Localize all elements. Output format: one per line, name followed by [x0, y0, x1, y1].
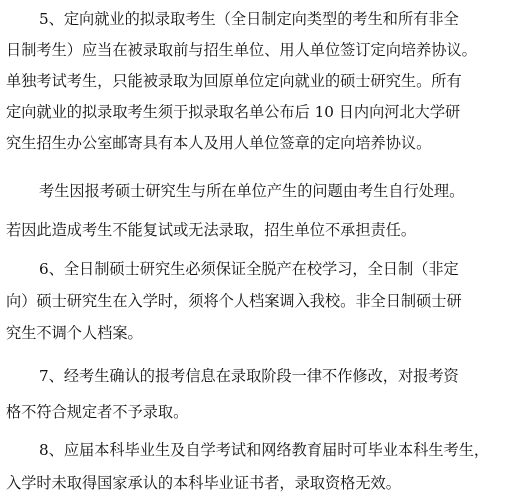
paragraph-5-line-1: 5、定向就业的拟录取考生（全日制定向类型的考生和所有非全 — [39, 10, 459, 28]
paragraph-5-line-4: 定向就业的拟录取考生须于拟录取名单公布后 10 日内向河北大学研 — [6, 103, 461, 121]
paragraph-6-line-2: 向）硕士研究生在入学时，须将个人档案调入我校。非全日制硕士研 — [6, 292, 462, 310]
paragraph-6-line-1: 6、全日制硕士研究生必须保证全脱产在校学习，全日制（非定 — [39, 260, 459, 278]
paragraph-8-line-2: 入学时未取得国家承认的本科毕业证书者，录取资格无效。 — [6, 474, 401, 492]
paragraph-5-line-5: 究生招生办公室邮寄具有本人及用人单位签章的定向培养协议。 — [6, 134, 432, 152]
paragraph-5-line-2: 日制考生）应当在被录取前与招生单位、用人单位签订定向培养协议。 — [6, 41, 477, 59]
paragraph-5-line-3: 单独考试考生，只能被录取为回原单位定向就业的硕士研究生。所有 — [6, 72, 462, 90]
paragraph-6-line-3: 究生不调个人档案。 — [6, 324, 143, 342]
paragraph-8-line-1: 8、应届本科毕业生及自学考试和网络教育届时可毕业本科生考生， — [39, 441, 490, 459]
paragraph-5b-line-1: 考生因报考硕士研究生与所在单位产生的问题由考生自行处理。 — [39, 182, 465, 200]
paragraph-5b-line-2: 若因此造成考生不能复试或无法录取，招生单位不承担责任。 — [6, 221, 417, 239]
paragraph-7-line-2: 格不符合规定者不予录取。 — [6, 403, 189, 421]
paragraph-7-line-1: 7、经考生确认的报考信息在录取阶段一律不作修改，对报考资 — [39, 367, 459, 385]
